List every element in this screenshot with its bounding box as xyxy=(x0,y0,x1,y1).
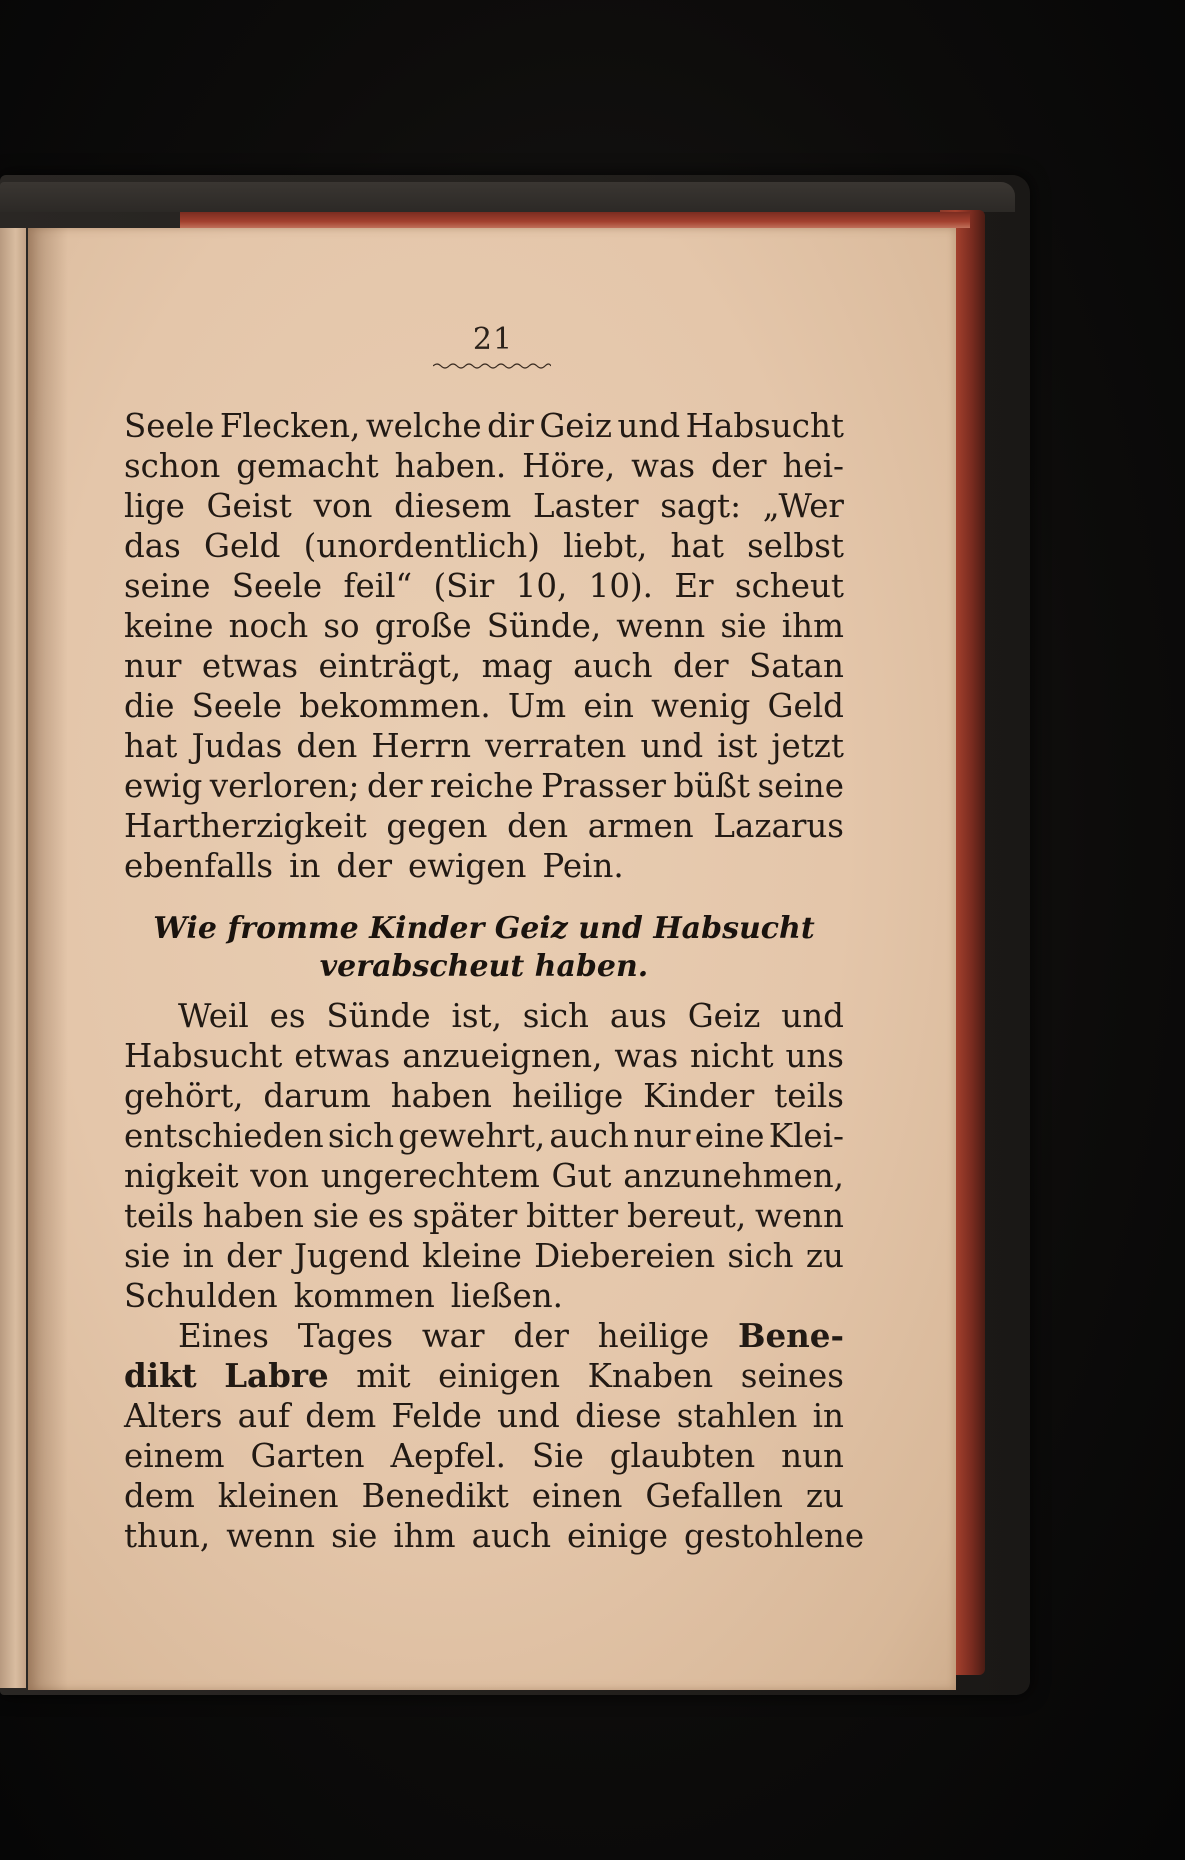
word: Seele xyxy=(231,567,323,605)
word: lige xyxy=(124,487,185,525)
paragraph-3 xyxy=(124,1316,865,1556)
word: Prasser xyxy=(541,767,666,805)
word: Alters xyxy=(124,1397,223,1435)
word: thun, xyxy=(124,1517,211,1555)
text-line xyxy=(124,446,844,486)
word: seine xyxy=(124,567,211,605)
word: Geld xyxy=(204,527,281,565)
word: dem xyxy=(124,1477,195,1515)
text-line xyxy=(124,1196,844,1236)
word: noch xyxy=(228,607,309,645)
word: einträgt, xyxy=(318,647,462,685)
word: und xyxy=(640,727,704,765)
word: nur xyxy=(633,1117,691,1155)
word: schon xyxy=(124,447,221,485)
word: darum xyxy=(263,1077,371,1115)
word: Habsucht xyxy=(685,407,844,445)
word: ein xyxy=(583,687,634,725)
word: Sie xyxy=(531,1437,584,1475)
word: haben. xyxy=(394,447,507,485)
word: einige xyxy=(567,1517,669,1555)
word: wenig xyxy=(651,687,751,725)
word: Schulden xyxy=(124,1277,278,1315)
word: Satan xyxy=(748,647,844,685)
page-number-ornament xyxy=(433,362,551,370)
heading-line-2: verabscheut haben. xyxy=(319,949,649,984)
word: der xyxy=(513,1317,569,1355)
word: gegen xyxy=(386,807,488,845)
word: kleine xyxy=(421,1237,522,1275)
word: in xyxy=(182,1237,214,1275)
word: auch xyxy=(471,1517,552,1555)
word: ihm xyxy=(393,1517,456,1555)
word: Benedikt xyxy=(361,1477,509,1515)
word: Er xyxy=(674,567,714,605)
word: wenn xyxy=(226,1517,316,1555)
word: hei- xyxy=(782,447,844,485)
word: sich xyxy=(327,1117,395,1155)
word: und xyxy=(497,1397,560,1435)
word: und xyxy=(617,407,681,445)
word: reiche xyxy=(430,767,534,805)
word: Lazarus xyxy=(713,807,844,845)
word: nicht xyxy=(690,1037,774,1075)
word: wenn xyxy=(755,1197,844,1235)
word: der xyxy=(226,1237,282,1275)
word: feil“ xyxy=(343,567,413,605)
word: Sünde, xyxy=(486,607,602,645)
word: war xyxy=(421,1317,485,1355)
word: Laster xyxy=(533,487,639,525)
word: sie xyxy=(124,1237,171,1275)
word: mag xyxy=(481,647,553,685)
word: etwas xyxy=(294,1037,391,1075)
word: in xyxy=(812,1397,844,1435)
word: stahlen xyxy=(676,1397,798,1435)
word: teils xyxy=(124,1197,194,1235)
word: verraten xyxy=(485,727,627,765)
gutter-shadow xyxy=(28,228,68,1690)
word: Gefallen xyxy=(645,1477,783,1515)
word: selbst xyxy=(747,527,844,565)
word: seines xyxy=(740,1357,844,1395)
word: Seele xyxy=(124,407,215,445)
word: Weil xyxy=(178,997,249,1035)
book-page xyxy=(28,228,956,1690)
word: liebt, xyxy=(563,527,648,565)
word: es xyxy=(367,1197,404,1235)
word: ebenfalls xyxy=(124,847,274,885)
word: teils xyxy=(774,1077,844,1115)
word: einigen xyxy=(438,1357,561,1395)
word: sich xyxy=(522,997,589,1035)
word: Herrn xyxy=(371,727,472,765)
word: kleinen xyxy=(217,1477,339,1515)
word: nigkeit xyxy=(124,1157,239,1195)
word: Höre, xyxy=(522,447,616,485)
page-top-edge xyxy=(180,212,970,228)
text-line xyxy=(124,806,844,846)
word: Geld xyxy=(767,687,844,725)
text-line xyxy=(124,1356,844,1396)
word: einen xyxy=(531,1477,623,1515)
text-line xyxy=(124,406,844,446)
text-line xyxy=(124,766,844,806)
text-line xyxy=(124,1036,844,1076)
word: Seele xyxy=(191,687,283,725)
word: dikt xyxy=(124,1356,197,1395)
word: dir xyxy=(487,407,534,445)
word: Flecken, xyxy=(219,407,361,445)
word: wenn xyxy=(616,607,706,645)
word: ihm xyxy=(781,607,844,645)
word: Um xyxy=(507,687,567,725)
paragraph-2 xyxy=(124,996,844,1316)
text-line xyxy=(124,646,844,686)
text-line xyxy=(124,1276,844,1316)
word: zu xyxy=(805,1237,844,1275)
word: auch xyxy=(549,1117,629,1155)
word: Jugend xyxy=(293,1237,410,1275)
book-cover-top-edge xyxy=(0,182,1015,212)
word: hat xyxy=(670,527,724,565)
word: später xyxy=(412,1197,518,1235)
word: anzunehmen, xyxy=(623,1157,844,1195)
heading-line-1: Wie fromme Kinder Geiz und Habsucht xyxy=(153,911,815,946)
word: sagt: xyxy=(660,487,742,525)
word: (Sir xyxy=(433,567,495,605)
word: so xyxy=(323,607,360,645)
word: aus xyxy=(609,997,667,1035)
word: Habsucht xyxy=(124,1037,283,1075)
word: keine xyxy=(124,607,214,645)
word: sie xyxy=(312,1197,360,1235)
word: büßt xyxy=(673,767,750,805)
word: etwas xyxy=(201,647,299,685)
word: ist xyxy=(717,727,758,765)
word: die xyxy=(124,687,175,725)
word: nun xyxy=(781,1437,844,1475)
word: haben xyxy=(390,1077,492,1115)
word: was xyxy=(631,447,695,485)
word: seine xyxy=(757,767,844,805)
word: der xyxy=(710,447,767,485)
text-line xyxy=(124,1236,844,1276)
word: Aepfel. xyxy=(390,1437,507,1475)
word: gewehrt, xyxy=(398,1117,546,1155)
word: Judas xyxy=(191,727,283,765)
word: Geiz xyxy=(687,997,761,1035)
word: Diebereien xyxy=(534,1237,716,1275)
word: eine xyxy=(694,1117,765,1155)
word: glaubten xyxy=(609,1437,756,1475)
word: heilige xyxy=(511,1077,624,1115)
text-line xyxy=(124,566,844,606)
word: was xyxy=(614,1037,679,1075)
word: verloren; xyxy=(209,767,360,805)
word: einem xyxy=(124,1437,225,1475)
word: Geiz xyxy=(539,407,613,445)
text-block xyxy=(124,406,865,1556)
word: Garten xyxy=(250,1437,365,1475)
word: 10, xyxy=(515,567,568,605)
word: diese xyxy=(575,1397,662,1435)
word: mit xyxy=(356,1357,411,1395)
text-line xyxy=(124,1076,844,1116)
text-line xyxy=(124,726,844,766)
word: den xyxy=(507,807,569,845)
word: Pein. xyxy=(542,847,624,885)
word: Kinder xyxy=(643,1077,755,1115)
word: Sünde xyxy=(326,997,431,1035)
word: Labre xyxy=(224,1356,329,1395)
word: hat xyxy=(124,727,178,765)
word: zu xyxy=(805,1477,844,1515)
word: entschieden xyxy=(124,1117,324,1155)
word: Geist xyxy=(206,487,292,525)
word: ewigen xyxy=(407,847,527,885)
word: Bene- xyxy=(737,1316,844,1355)
word: das xyxy=(124,527,181,565)
word: uns xyxy=(785,1037,844,1075)
word: es xyxy=(269,997,306,1035)
word: sie xyxy=(720,607,767,645)
word: welche xyxy=(365,407,482,445)
word: auch xyxy=(573,647,653,685)
text-line xyxy=(124,996,844,1036)
word: ungerechtem xyxy=(320,1157,540,1195)
word: kommen xyxy=(293,1277,435,1315)
text-line xyxy=(124,846,844,886)
word: Hartherzigkeit xyxy=(124,807,367,845)
text-line xyxy=(124,1316,844,1356)
text-line xyxy=(124,606,844,646)
word: anzueignen, xyxy=(402,1037,603,1075)
text-line xyxy=(124,1436,844,1476)
word: heilige xyxy=(597,1317,710,1355)
word: gehört, xyxy=(124,1077,244,1115)
word: jetzt xyxy=(771,727,844,765)
text-line xyxy=(124,526,844,566)
text-line xyxy=(124,1476,844,1516)
word: von xyxy=(313,487,373,525)
word: haben xyxy=(202,1197,304,1235)
left-page-edge xyxy=(0,228,26,1688)
word: auf xyxy=(237,1397,290,1435)
text-line xyxy=(124,1396,844,1436)
word: sich xyxy=(727,1237,794,1275)
word: diesem xyxy=(394,487,512,525)
word: Tages xyxy=(297,1317,394,1355)
word: bitter xyxy=(526,1197,619,1235)
text-line xyxy=(124,1116,844,1156)
word: dem xyxy=(305,1397,377,1435)
word: ewig xyxy=(124,767,203,805)
word: nur xyxy=(124,647,182,685)
word: bereut, xyxy=(627,1197,747,1235)
text-line xyxy=(124,1156,844,1196)
word: Eines xyxy=(178,1317,269,1355)
text-line xyxy=(124,486,844,526)
word: von xyxy=(250,1157,310,1195)
word: ließen. xyxy=(450,1277,563,1315)
word: der xyxy=(336,847,392,885)
word: in xyxy=(289,847,321,885)
word: gestohlene xyxy=(684,1517,865,1555)
word: der xyxy=(366,767,423,805)
word: ist, xyxy=(451,997,502,1035)
word: der xyxy=(672,647,729,685)
text-line xyxy=(124,686,844,726)
word: sie xyxy=(331,1517,378,1555)
page-number: 21 xyxy=(472,322,514,357)
word: scheut xyxy=(734,567,844,605)
word: armen xyxy=(587,807,694,845)
paragraph-1 xyxy=(124,406,844,886)
word: und xyxy=(781,997,844,1035)
word: den xyxy=(296,727,358,765)
word: (unordentlich) xyxy=(303,527,540,565)
word: „Wer xyxy=(762,487,844,525)
text-line xyxy=(124,1516,865,1556)
word: große xyxy=(374,607,472,645)
word: Klei- xyxy=(768,1117,844,1155)
section-heading xyxy=(124,910,844,986)
word: 10). xyxy=(588,567,654,605)
word: bekommen. xyxy=(299,687,491,725)
word: Felde xyxy=(391,1397,482,1435)
word: Knaben xyxy=(587,1357,714,1395)
word: gemacht xyxy=(236,447,379,485)
word: Gut xyxy=(551,1157,612,1195)
